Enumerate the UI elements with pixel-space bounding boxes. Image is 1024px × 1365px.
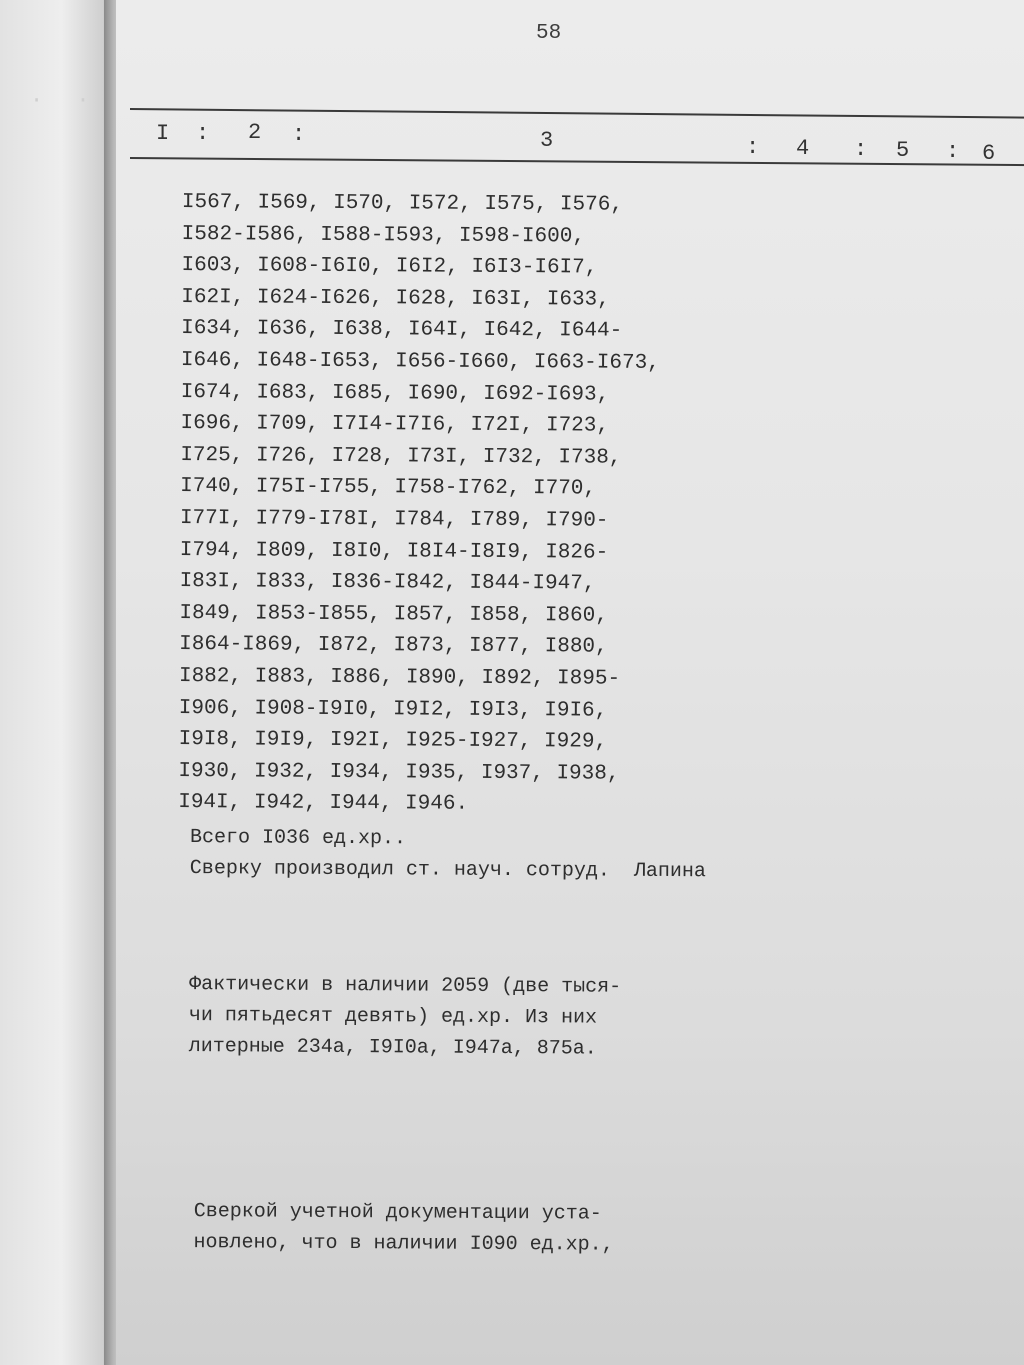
number-line: I83I, I833, I836-I842, I844-I947,: [179, 570, 596, 596]
column-separator: :: [746, 135, 760, 160]
number-line: I674, I683, I685, I690, I692-I693,: [180, 380, 610, 407]
reconciliation-paragraph: [175, 1196, 835, 1262]
column-header-2: 2: [248, 120, 262, 145]
paragraph-line: чи пятьдесят девять) ед.хр. Из них: [188, 1003, 598, 1030]
facing-page: [0, 0, 112, 1365]
number-line: I646, I648-I653, I656-I660, I663-I673,: [180, 348, 660, 375]
number-line: I930, I932, I934, I935, I937, I938,: [178, 759, 620, 786]
paragraph-line: новлено, что в наличии I090 ед.хр.,: [193, 1230, 614, 1257]
number-line: I725, I726, I728, I73I, I732, I738,: [180, 443, 622, 470]
number-line: I567, I569, I570, I572, I575, I576,: [181, 190, 624, 217]
column-separator: :: [854, 137, 868, 162]
column-separator: :: [196, 121, 210, 146]
column-header-5: 5: [896, 138, 910, 163]
paragraph-line: литерные 234а, I9I0а, I947а, 875а.: [188, 1034, 597, 1061]
paragraph-line: Фактически в наличии 2059 (две тыся-: [189, 972, 622, 999]
verified-by-line: Сверку производил ст. науч. сотруд. Лапина: [189, 856, 706, 884]
number-line: I882, I883, I886, I890, I892, I895-: [178, 664, 621, 691]
column-header-6: 6: [982, 141, 996, 166]
facing-page-bleed: · ·: [30, 88, 100, 113]
number-line: I62I, I624-I626, I628, I63I, I633,: [181, 285, 610, 312]
table-header-bottom-rule: [130, 157, 1024, 166]
number-line: I77I, I779-I78I, I784, I789, I790-: [179, 506, 609, 533]
column-header-1: I: [156, 121, 170, 146]
number-line: I582-I586, I588-I593, I598-I600,: [181, 222, 586, 249]
number-line: I740, I75I-I755, I758-I762, I770,: [180, 475, 597, 501]
page-number: 58: [536, 22, 562, 45]
table-header-top-rule: [130, 108, 1024, 119]
column-separator: :: [292, 122, 306, 147]
total-units-line: Всего I036 ед.хр..: [189, 825, 407, 851]
number-line: I864-I869, I872, I873, I877, I880,: [179, 633, 608, 659]
number-line: I9I8, I9I9, I92I, I925-I927, I929,: [178, 728, 608, 754]
number-line: I603, I608-I6I0, I6I2, I6I3-I6I7,: [181, 254, 598, 280]
number-line: I696, I709, I7I4-I7I6, I72I, I723,: [180, 412, 610, 438]
column-header-4: 4: [796, 136, 810, 161]
column-separator: :: [946, 139, 960, 164]
actual-inventory-paragraph: [177, 969, 838, 1066]
number-line: I94I, I942, I944, I946.: [178, 791, 469, 817]
number-line: I794, I809, I8I0, I8I4-I8I9, I826-: [179, 538, 609, 565]
column-header-3: 3: [540, 128, 554, 153]
page-body: [175, 187, 842, 1262]
number-line: I634, I636, I638, I64I, I642, I644-: [181, 317, 623, 344]
number-line: I849, I853-I855, I857, I858, I860,: [179, 601, 608, 628]
number-line: I906, I908-I9I0, I9I2, I9I3, I9I6,: [178, 696, 608, 723]
paragraph-line: Сверкой учетной документации уста-: [193, 1199, 602, 1226]
